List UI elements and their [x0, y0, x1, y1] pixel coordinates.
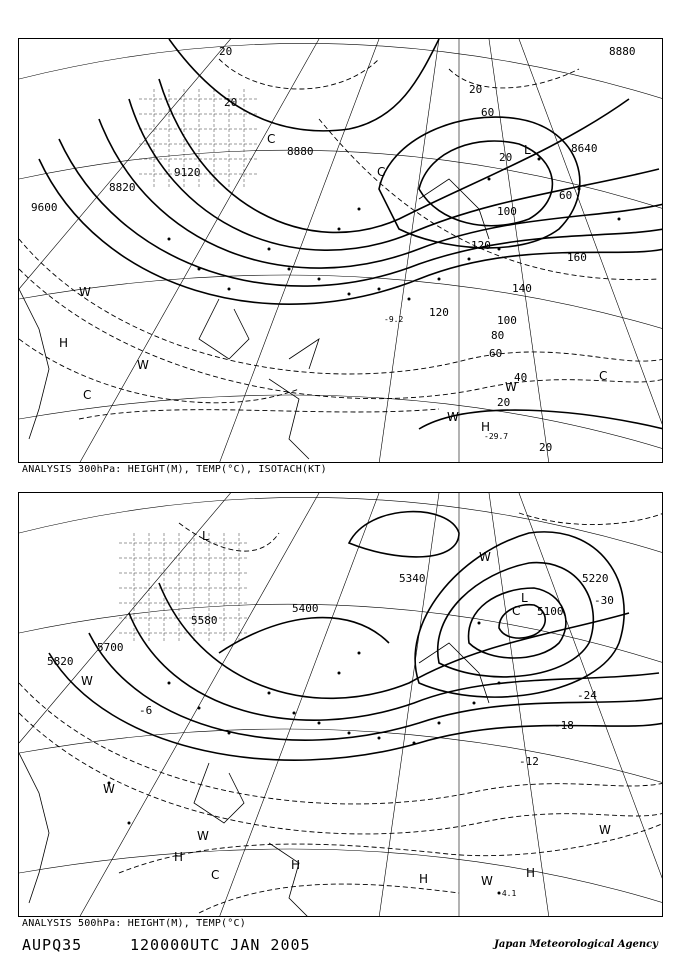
isotach-label: 140 [512, 282, 532, 295]
isotach-label: 20 [499, 151, 513, 164]
isotach-label: 20 [224, 96, 238, 109]
caption-500hpa: ANALYSIS 500hPa: HEIGHT(M), TEMP(°C) [22, 918, 246, 929]
height-label-5580: 5580 [191, 614, 218, 627]
low-symbol: L [521, 591, 528, 605]
height-label-5700: 5700 [97, 641, 124, 654]
cold-symbol: C [512, 604, 521, 618]
isotach-label: 120 [471, 239, 491, 252]
high-symbol: H [291, 858, 301, 872]
isotach-label: 60 [489, 347, 503, 360]
cold-symbol: C [83, 388, 92, 402]
chart-500hpa-map [19, 493, 663, 917]
warm-symbol: W [599, 823, 611, 837]
isotach-label: 120 [429, 306, 449, 319]
warm-symbol: W [481, 874, 493, 888]
analysis-500hpa-chart [18, 492, 663, 917]
height-label-8880: 8880 [287, 145, 314, 158]
height-label-9120: 9120 [174, 166, 201, 179]
bulletin-code: AUPQ35 [22, 936, 83, 954]
isotherm-label: -30 [594, 594, 614, 607]
temp-label: -9.2 [384, 315, 404, 324]
isotach-label: 100 [497, 314, 517, 327]
low-symbol: L [524, 143, 531, 157]
warm-symbol: W [479, 550, 491, 564]
height-label-5340: 5340 [399, 572, 426, 585]
height-label-8820: 8820 [109, 181, 136, 194]
cold-symbol: C [267, 132, 276, 146]
height-label-8880-ne: 8880 [609, 45, 636, 58]
isotach-label: 20 [219, 45, 233, 58]
cold-symbol: C [211, 868, 220, 882]
warm-symbol: W [103, 782, 115, 796]
height-label-9600: 9600 [31, 201, 58, 214]
chart-300hpa-map [19, 39, 663, 463]
high-symbol: H [59, 336, 69, 350]
isotherm-label: -18 [554, 719, 574, 732]
height-label-8640: 8640 [571, 142, 598, 155]
warm-symbol: W [81, 674, 93, 688]
isotach-label: 20 [539, 441, 553, 454]
warm-symbol: W [137, 358, 149, 372]
high-symbol: H [481, 420, 491, 434]
isotach-label: 80 [491, 329, 505, 342]
valid-time: 120000UTC JAN 2005 [130, 936, 311, 954]
low-symbol: L [202, 529, 209, 543]
warm-symbol: W [505, 380, 517, 394]
graticule [19, 493, 663, 917]
warm-symbol: W [79, 285, 91, 299]
isotherm-label: -12 [519, 755, 539, 768]
isotherm-label: -24 [577, 689, 597, 702]
analysis-300hpa-chart [18, 38, 663, 463]
isotach-label: 100 [497, 205, 517, 218]
caption-300hpa: ANALYSIS 300hPa: HEIGHT(M), TEMP(°C), ISOTACH(KT) [22, 464, 327, 475]
cold-symbol: C [599, 369, 608, 383]
high-symbol: H [419, 872, 429, 886]
height-label-5820: 5820 [47, 655, 74, 668]
agency-name: Japan Meteorological Agency [494, 939, 658, 950]
station-plots [108, 622, 501, 895]
isotach-label: 160 [567, 251, 587, 264]
isotach-label: 20 [469, 83, 483, 96]
height-label-5100: 5100 [537, 605, 564, 618]
warm-symbol: W [197, 829, 209, 843]
isotach-label: 20 [497, 396, 511, 409]
isotach-label: 60 [481, 106, 495, 119]
isotherm-label: -6 [139, 704, 153, 717]
high-symbol: H [174, 850, 184, 864]
height-contours [39, 39, 663, 429]
isotach-lines [19, 59, 663, 419]
temp-label: -4.1 [497, 889, 517, 898]
isotach-label: 40 [514, 371, 528, 384]
temp-label: -29.7 [484, 432, 509, 441]
warm-symbol: W [447, 410, 459, 424]
height-label-5400: 5400 [292, 602, 319, 615]
cold-symbol: C [377, 165, 386, 179]
height-label-5220: 5220 [582, 572, 609, 585]
high-symbol: H [526, 866, 536, 880]
isotach-label: 60 [559, 189, 573, 202]
